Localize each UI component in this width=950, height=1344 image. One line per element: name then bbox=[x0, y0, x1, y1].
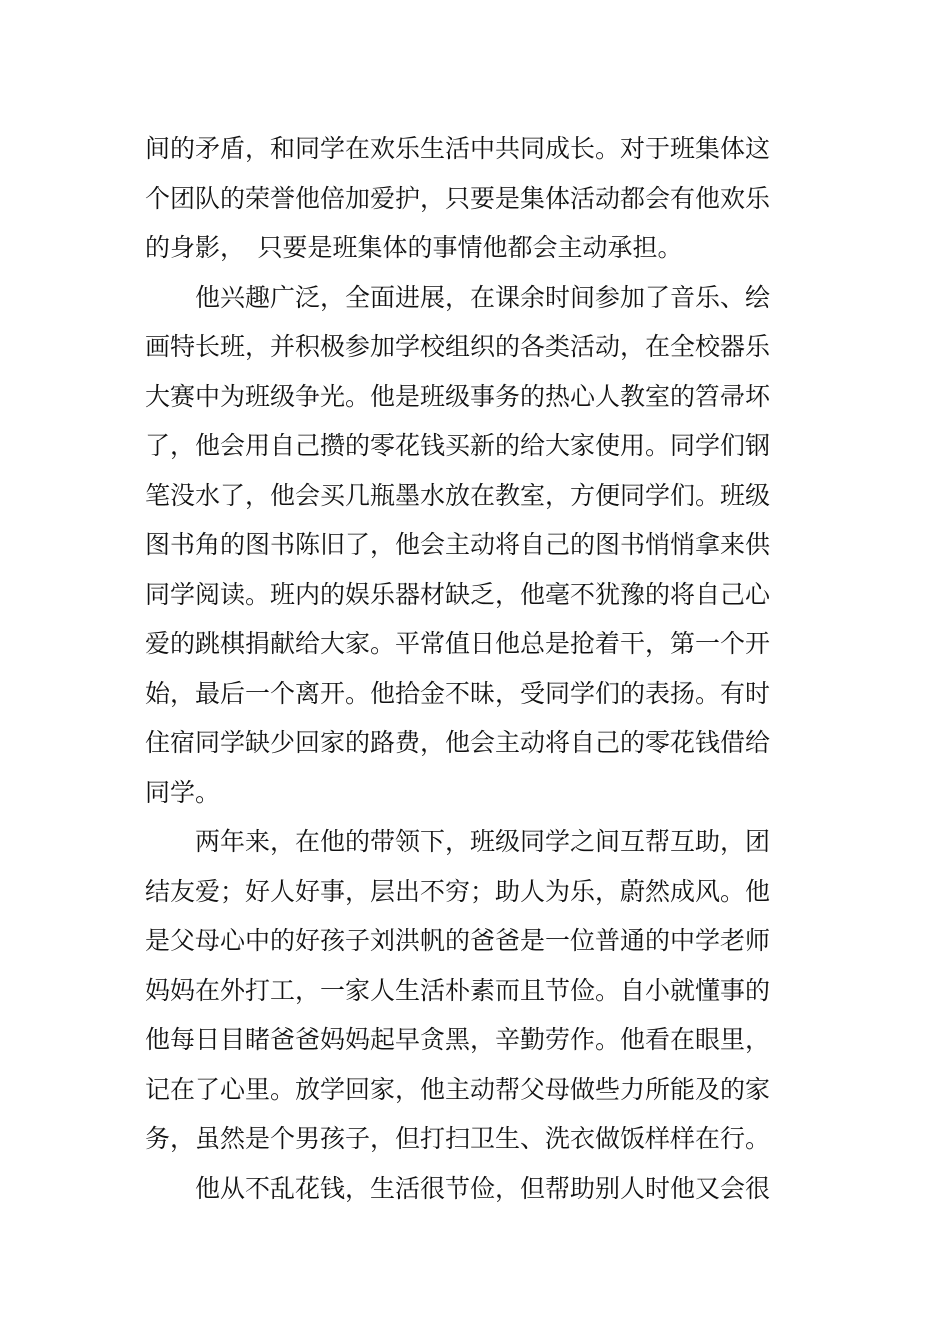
text-line: 住宿同学缺少回家的路费，他会主动将自己的零花钱借给 bbox=[145, 728, 771, 757]
text-line: 爱的跳棋捐献给大家。平常值日他总是抢着干，第一个开 bbox=[145, 629, 771, 658]
text-line: 间的矛盾，和同学在欢乐生活中共同成长。对于班集体这 bbox=[145, 134, 771, 163]
text-line: 大赛中为班级争光。他是班级事务的热心人教室的笤帚坏 bbox=[145, 381, 771, 411]
text-line: 的身影， 只要是班集体的事情他都会主动承担。 bbox=[145, 233, 683, 262]
text-line: 两年来，在他的带领下，班级同学之间互帮互助，团 bbox=[145, 827, 771, 856]
text-line: 图书角的图书陈旧了，他会主动将自己的图书悄悄拿来供 bbox=[145, 530, 771, 559]
text-line: 妈妈在外打工，一家人生活朴素而且节俭。自小就懂事的 bbox=[145, 975, 771, 1005]
text-line: 了，他会用自己攒的零花钱买新的给大家使用。同学们钢 bbox=[145, 431, 771, 460]
text-line: 画特长班，并积极参加学校组织的各类活动，在全校器乐 bbox=[145, 332, 771, 361]
text-line: 记在了心里。放学回家，他主动帮父母做些力所能及的家 bbox=[145, 1074, 771, 1104]
text-line: 务，虽然是个男孩子，但打扫卫生、洗衣做饭样样在行。 bbox=[145, 1124, 771, 1153]
text-line: 同学。 bbox=[145, 777, 221, 807]
text-line: 结友爱；好人好事，层出不穷；助人为乐，蔚然成风。他 bbox=[145, 876, 771, 906]
text-line: 始，最后一个离开。他拾金不昧，受同学们的表扬。有时 bbox=[145, 678, 771, 708]
text-line: 个团队的荣誉他倍加爱护，只要是集体活动都会有他欢乐 bbox=[145, 183, 771, 213]
body-text bbox=[145, 124, 815, 1213]
text-line: 他兴趣广泛，全面进展，在课余时间参加了音乐、绘 bbox=[145, 282, 771, 312]
text-line: 同学阅读。班内的娱乐器材缺乏，他毫不犹豫的将自己心 bbox=[145, 579, 771, 609]
text-line: 笔没水了，他会买几瓶墨水放在教室，方便同学们。班级 bbox=[145, 480, 771, 510]
text-line: 他每日目睹爸爸妈妈起早贪黑，辛勤劳作。他看在眼里， bbox=[145, 1025, 771, 1054]
text-line: 是父母心中的好孩子刘洪帆的爸爸是一位普通的中学老师 bbox=[145, 926, 771, 955]
text-line: 他从不乱花钱，生活很节俭，但帮助别人时他又会很 bbox=[145, 1173, 771, 1203]
